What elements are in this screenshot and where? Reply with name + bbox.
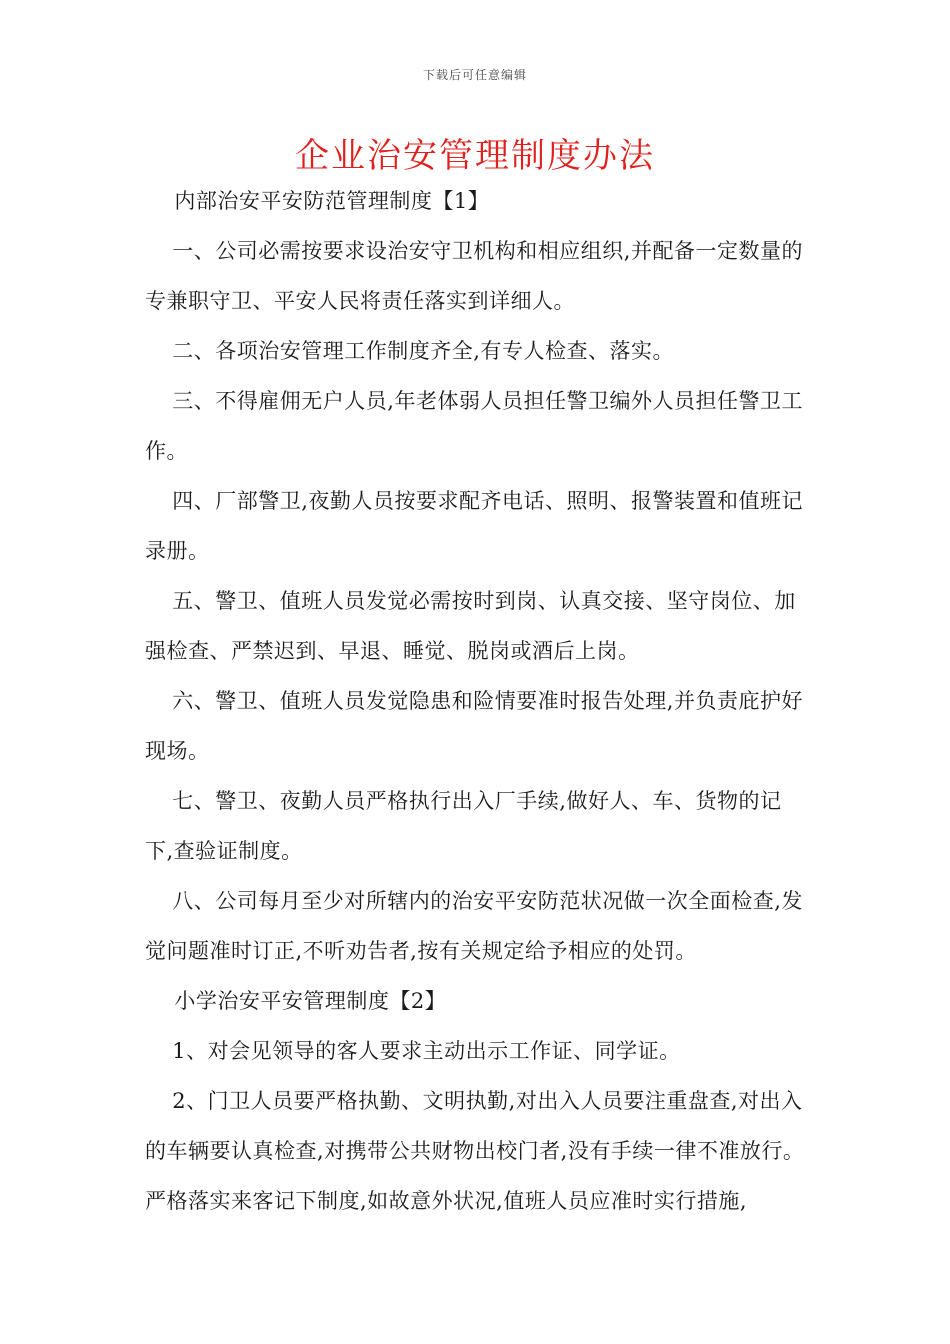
- section-heading-2: 小学治安平安管理制度【2】: [174, 989, 447, 1013]
- paragraph-item-1: 一、公司必需按要求设治安守卫机构和相应组织,并配备一定数量的专兼职守卫、平安人民将责任落实到详细人。: [145, 239, 803, 313]
- paragraph-item-6: 六、警卫、值班人员发觉隐患和险情要准时报告处理,并负责庇护好现场。: [145, 689, 803, 763]
- paragraph-item-7: 七、警卫、夜勤人员严格执行出入厂手续,做好人、车、货物的记下,查验证制度。: [145, 789, 782, 863]
- document-title: 企业治安管理制度办法: [295, 136, 655, 176]
- paragraph-item-3: 三、不得雇佣无户人员,年老体弱人员担任警卫编外人员担任警卫工作。: [145, 389, 803, 463]
- section-heading-1: 内部治安平安防范管理制度【1】: [174, 189, 490, 213]
- document-body: [145, 176, 810, 1226]
- paragraph-item-10: 2、门卫人员要严格执勤、文明执勤,对出入人员要注重盘查,对出入的车辆要认真检查,对携带公共财物出校门者,没有手续一律不准放行。严格落实来客记下制度,如故意外状况,值班人员应准时实行措施,: [145, 1089, 805, 1213]
- paragraph-item-9: 1、对会见领导的客人要求主动出示工作证、同学证。: [172, 1039, 681, 1063]
- paragraph-item-2: 二、各项治安管理工作制度齐全,有专人检查、落实。: [172, 339, 674, 363]
- paragraph-item-5: 五、警卫、值班人员发觉必需按时到岗、认真交接、坚守岗位、加强检查、严禁迟到、早退、睡觉、脱岗或酒后上岗。: [145, 589, 796, 663]
- header-note: 下载后可任意编辑: [422, 68, 527, 82]
- paragraph-item-8: 八、公司每月至少对所辖内的治安平安防范状况做一次全面检查,发觉问题准时订正,不听劝告者,按有关规定给予相应的处罚。: [145, 889, 803, 963]
- paragraph-item-4: 四、厂部警卫,夜勤人员按要求配齐电话、照明、报警装置和值班记录册。: [145, 489, 803, 563]
